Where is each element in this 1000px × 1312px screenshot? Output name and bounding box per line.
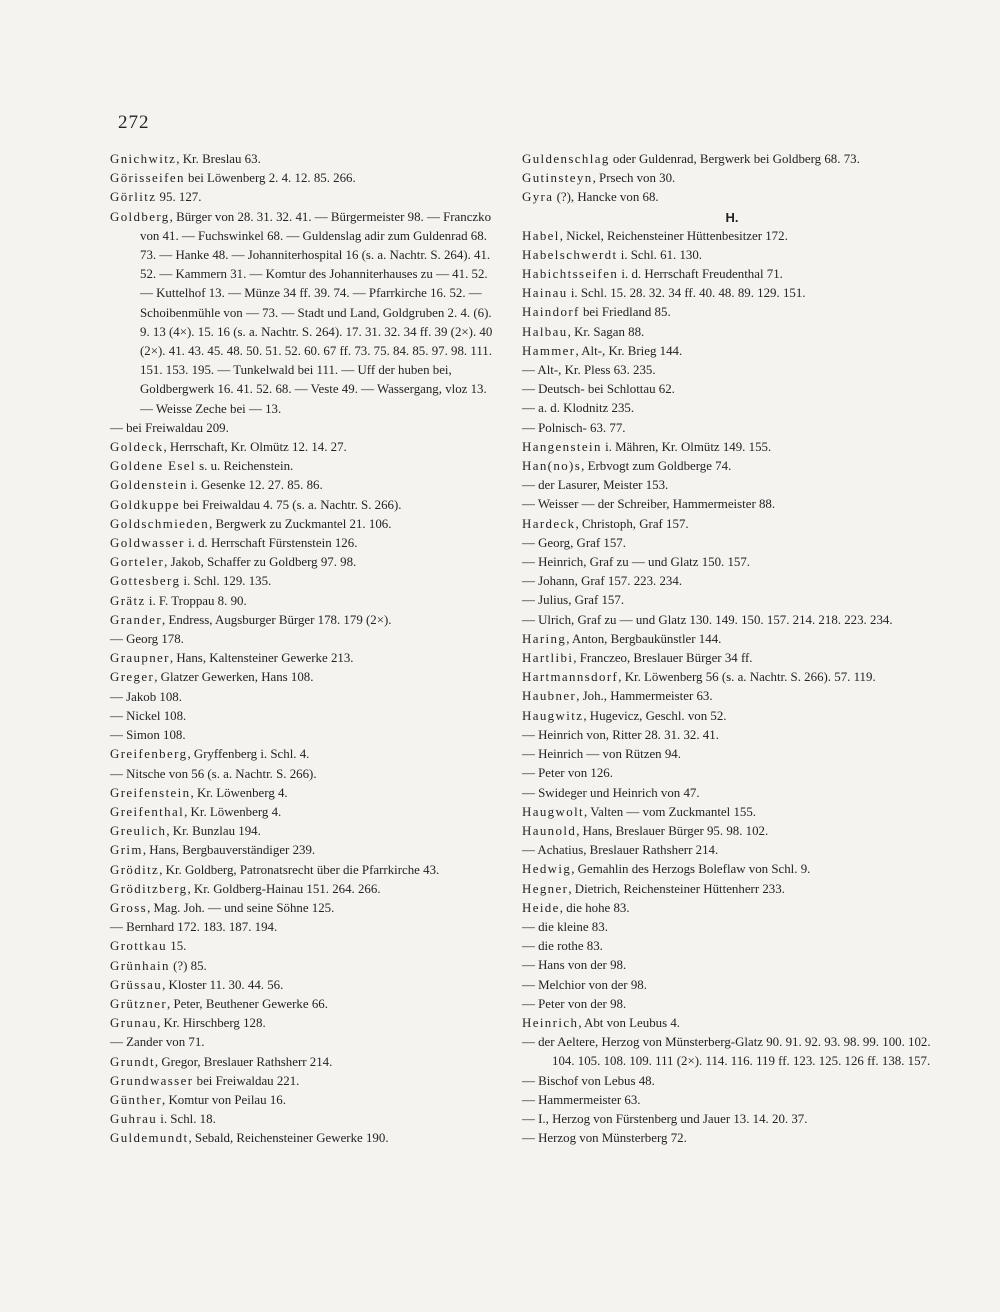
index-entry <box>110 668 495 687</box>
index-entry <box>110 861 495 880</box>
entry-references: , Valten — vom Zuckmantel 155. <box>584 804 757 819</box>
entry-headword: Guhrau <box>110 1112 158 1127</box>
entry-references: i. d. Herrschaft Freudenthal 71. <box>618 267 783 282</box>
entry-references: , Hugevicz, Geschl. von 52. <box>583 708 727 723</box>
entry-headword: Hardeck <box>522 516 576 531</box>
index-entry <box>110 1072 495 1091</box>
entry-headword: Grunau <box>110 1016 158 1031</box>
entry-headword: Habelschwerdt <box>522 247 618 262</box>
entry-headword: Gröditz <box>110 862 160 877</box>
entry-headword: Guldemundt <box>110 1131 189 1146</box>
entry-references: — Nickel 108. <box>110 708 187 723</box>
entry-references: — Hans von der 98. <box>522 958 627 973</box>
entry-references: bei Friedland 85. <box>579 305 671 320</box>
index-entry <box>522 495 942 514</box>
entry-references: , Kr. Goldberg, Patronatsrecht über die Pfarrkirche 43. <box>159 862 440 877</box>
index-entry <box>110 572 495 591</box>
entry-references: 15. <box>167 939 187 954</box>
index-entry <box>522 918 942 937</box>
entry-headword: Grundwasser <box>110 1073 194 1088</box>
index-entry <box>522 150 942 169</box>
entry-references: bei Freiwaldau 221. <box>193 1073 300 1088</box>
entry-headword: Goldwasser <box>110 536 185 551</box>
entry-references: , Kr. Löwenberg 4. <box>184 804 282 819</box>
index-entry <box>522 841 942 860</box>
entry-headword: Hangenstein <box>522 439 602 454</box>
entry-references: — Georg 178. <box>110 632 184 647</box>
entry-references: , Kr. Löwenberg 4. <box>190 785 288 800</box>
entry-references: (?) 85. <box>169 958 207 973</box>
entry-headword: Graupner <box>110 651 170 666</box>
entry-headword: Greifenberg <box>110 747 188 762</box>
index-entry <box>110 515 495 534</box>
entry-references: — Johann, Graf 157. 223. 234. <box>522 574 683 589</box>
index-entry <box>522 476 942 495</box>
index-entry <box>110 457 495 476</box>
entry-references: , Mag. Joh. — und seine Söhne 125. <box>147 900 335 915</box>
index-entry <box>522 246 942 265</box>
index-entry <box>110 592 495 611</box>
entry-references: — Julius, Graf 157. <box>522 593 625 608</box>
index-entry <box>522 784 942 803</box>
entry-headword: Hedwig <box>522 862 572 877</box>
entry-references: , Peter, Beuthener Gewerke 66. <box>167 996 328 1011</box>
index-entry <box>110 1129 495 1148</box>
entry-references: , Glatzer Gewerken, Hans 108. <box>154 670 314 685</box>
index-entry <box>110 937 495 956</box>
entry-references: , Kloster 11. 30. 44. 56. <box>162 977 284 992</box>
index-entry <box>522 668 942 687</box>
entry-references: i. Schl. 129. 135. <box>180 574 272 589</box>
entry-references: , Kr. Löwenberg 56 (s. a. Nachtr. S. 266). 57. 119. <box>618 670 876 685</box>
entry-headword: Heide <box>522 900 560 915</box>
entry-references: — der Lasurer, Meister 153. <box>522 478 669 493</box>
index-entry <box>522 515 942 534</box>
index-entry <box>110 899 495 918</box>
entry-references: , Kr. Hirschberg 128. <box>157 1016 266 1031</box>
index-entry <box>522 303 942 322</box>
index-entry <box>522 399 942 418</box>
index-entry <box>522 534 942 553</box>
index-entry <box>522 764 942 783</box>
entry-references: , Jakob, Schaffer zu Goldberg 97. 98. <box>164 555 357 570</box>
entry-references: oder Guldenrad, Bergwerk bei Goldberg 68. 73. <box>609 152 860 166</box>
entry-references: — Bernhard 172. 183. 187. 194. <box>110 920 278 935</box>
entry-headword: Goldene Esel <box>110 459 196 474</box>
index-column-left <box>110 150 495 1149</box>
entry-references: , Anton, Bergbaukünstler 144. <box>566 631 722 646</box>
index-entry <box>110 419 495 438</box>
entry-headword: Grätz <box>110 593 146 608</box>
index-entry <box>522 611 942 630</box>
index-entry <box>522 822 942 841</box>
entry-headword: Görlitz <box>110 190 157 205</box>
entry-references: — Simon 108. <box>110 728 186 743</box>
index-entry <box>522 188 942 207</box>
entry-references: 95. 127. <box>156 190 202 205</box>
index-entry <box>110 630 495 649</box>
index-entry <box>522 419 942 438</box>
index-entry <box>110 1110 495 1129</box>
entry-references: — Heinrich, Graf zu — und Glatz 150. 157. <box>522 555 751 570</box>
entry-references: , Alt-, Kr. Brieg 144. <box>575 343 683 358</box>
entry-headword: Hainau <box>522 286 568 301</box>
entry-headword: Halbau <box>522 324 568 339</box>
index-entry <box>110 784 495 803</box>
index-entry <box>110 995 495 1014</box>
entry-references: i. d. Herrschaft Fürstenstein 126. <box>184 536 358 551</box>
entry-references: — Achatius, Breslauer Rathsherr 214. <box>522 843 719 858</box>
entry-references: — I., Herzog von Fürstenberg und Jauer 13. 14. 20. 37. <box>522 1111 808 1126</box>
index-entry <box>522 265 942 284</box>
index-entry <box>522 323 942 342</box>
entry-headword: Hartlibi <box>522 651 574 666</box>
index-entry <box>522 976 942 995</box>
index-entry <box>110 726 495 745</box>
entry-headword: Grottkau <box>110 939 168 954</box>
entry-references: , Kr. Breslau 63. <box>176 152 261 166</box>
entry-references: , Erbvogt zum Goldberge 74. <box>581 459 732 474</box>
index-entry <box>522 803 942 822</box>
entry-references: — Melchior von der 98. <box>522 977 647 992</box>
entry-headword: Hammer <box>522 343 576 358</box>
entry-references: — a. d. Klodnitz 235. <box>522 401 635 416</box>
entry-headword: Haugwitz <box>522 708 584 723</box>
index-entry <box>522 726 942 745</box>
index-entry <box>522 457 942 476</box>
index-entry <box>110 1033 495 1052</box>
index-entry <box>110 553 495 572</box>
index-entry <box>522 438 942 457</box>
entry-headword: Goldenstein <box>110 478 188 493</box>
entry-references: — Polnisch- 63. 77. <box>522 420 626 435</box>
entry-headword: Gutinsteyn <box>522 171 593 186</box>
entry-headword: Gnichwitz <box>110 152 177 166</box>
index-entry <box>110 150 495 169</box>
entry-headword: Grundt <box>110 1054 155 1069</box>
index-entry <box>110 745 495 764</box>
index-entry <box>110 649 495 668</box>
entry-references: i. Schl. 61. 130. <box>617 247 703 262</box>
index-entry <box>522 1033 942 1071</box>
entry-headword: Haindorf <box>522 305 580 320</box>
entry-references: , Bürger von 28. 31. 32. 41. — Bürgermeister 98. — Franczko von 41. — Fuchswinkel 68. — Guldenslag adir zum Guldenrad 68. 73. — Hanke 48. — Johanniterhospital 16 (s. a. Nachtr. S. 264). 41. 52. — Kammern 31. — Komtur des Johanniterhauses zu — 41. 52. — Kuttelhof 13. — Münze 34 ff. 39. 74. — Pfarrkirche 16. 52. — Schoibenmühle von — 73. — Stadt und Land, Goldgruben 2. 4. (6). 9. 13 (4×). 15. 16 (s. a. Nachtr. S. 264). 17. 31. 32. 34 ff. 39 (2×). 40 (2×). 41. 43. 45. 48. 50. 51. 52. 60. 67 ff. 73. 75. 84. 85. 97. 98. 111. 151. 153. 195. — Tunkelwald bei 111. — Uff der huben bei, Goldbergwerk 16. 41. 52. 68. — Veste 49. — Wassergang, vloz 13. — Weisse Zeche bei — 13. <box>140 209 493 416</box>
entry-headword: Greger <box>110 670 155 685</box>
index-entry <box>522 1072 942 1091</box>
index-entry <box>110 1053 495 1072</box>
entry-headword: Habichtsseifen <box>522 267 619 282</box>
index-entry <box>522 860 942 879</box>
entry-headword: Gross <box>110 900 148 915</box>
entry-references: , Kr. Sagan 88. <box>567 324 645 339</box>
entry-references: — Nitsche von 56 (s. a. Nachtr. S. 266). <box>110 766 317 781</box>
index-entry <box>522 649 942 668</box>
entry-references: , Gemahlin des Herzogs Boleflaw von Schl. 9. <box>571 862 811 877</box>
index-entry <box>522 227 942 246</box>
entry-references: i. Mähren, Kr. Olmütz 149. 155. <box>601 439 772 454</box>
index-entry <box>522 937 942 956</box>
entry-references: , Dietrich, Reichensteiner Hüttenherr 233. <box>568 881 785 896</box>
entry-references: i. F. Troppau 8. 90. <box>145 593 247 608</box>
index-entry <box>110 476 495 495</box>
index-entry <box>110 1091 495 1110</box>
entry-references: , Joh., Hammermeister 63. <box>576 689 713 704</box>
index-entry <box>110 188 495 207</box>
entry-references: , Hans, Breslauer Bürger 95. 98. 102. <box>576 823 769 838</box>
index-entry <box>110 880 495 899</box>
entry-headword: Gyra <box>522 190 554 205</box>
entry-references: — die kleine 83. <box>522 919 608 934</box>
entry-references: , Komtur von Peilau 16. <box>162 1092 286 1107</box>
entry-headword: Goldschmieden <box>110 516 210 531</box>
entry-references: bei Freiwaldau 4. 75 (s. a. Nachtr. S. 266). <box>179 497 402 512</box>
index-entry <box>522 380 942 399</box>
index-entry <box>110 822 495 841</box>
entry-references: — Deutsch- bei Schlottau 62. <box>522 382 675 397</box>
entry-references: , Prsech von 30. <box>592 171 676 186</box>
entry-references: , Hans, Bergbauverständiger 239. <box>142 843 316 858</box>
entry-references: , Sebald, Reichensteiner Gewerke 190. <box>188 1131 389 1146</box>
entry-references: — Hammermeister 63. <box>522 1092 641 1107</box>
entry-headword: Grüssau <box>110 977 163 992</box>
entry-headword: Habel <box>522 228 560 243</box>
entry-headword: Gottesberg <box>110 574 181 589</box>
entry-references: — bei Freiwaldau 209. <box>110 420 229 435</box>
entry-headword: Haring <box>522 631 567 646</box>
index-entry <box>110 976 495 995</box>
entry-references: — Herzog von Münsterberg 72. <box>522 1131 687 1146</box>
index-entry <box>110 765 495 784</box>
index-entry <box>110 1014 495 1033</box>
entry-references: , Herrschaft, Kr. Olmütz 12. 14. 27. <box>163 440 347 455</box>
entry-references: — Georg, Graf 157. <box>522 535 626 550</box>
entry-headword: Görisseifen <box>110 171 185 186</box>
index-entry <box>110 957 495 976</box>
entry-references: — Heinrich von, Ritter 28. 31. 32. 41. <box>522 727 719 742</box>
index-entry <box>110 169 495 188</box>
entry-headword: Haugwolt <box>522 804 585 819</box>
index-entry <box>522 1014 942 1033</box>
entry-references: , Hans, Kaltensteiner Gewerke 213. <box>169 651 354 666</box>
entry-references: , Gryffenberg i. Schl. 4. <box>187 747 310 762</box>
entry-references: — Heinrich — von Rützen 94. <box>522 747 681 762</box>
index-entry <box>522 956 942 975</box>
index-entry <box>522 169 942 188</box>
entry-headword: Goldeck <box>110 440 164 455</box>
entry-references: , Christoph, Graf 157. <box>575 516 689 531</box>
index-entry <box>110 534 495 553</box>
index-entry <box>110 918 495 937</box>
entry-headword: Günther <box>110 1092 163 1107</box>
entry-headword: Goldkuppe <box>110 497 180 512</box>
index-entry <box>522 1091 942 1110</box>
entry-headword: Greulich <box>110 824 167 839</box>
entry-references: — Swideger und Heinrich von 47. <box>522 785 700 800</box>
entry-headword: Hegner <box>522 881 569 896</box>
entry-references: s. u. Reichenstein. <box>195 459 294 474</box>
entry-headword: Gorteler <box>110 555 165 570</box>
entry-references: , Abt von Leubus 4. <box>578 1015 681 1030</box>
index-entry <box>522 342 942 361</box>
entry-references: — die rothe 83. <box>522 939 603 954</box>
index-entry <box>110 208 495 419</box>
entry-references: — der Aeltere, Herzog von Münsterberg-Glatz 90. 91. 92. 93. 98. 99. 100. 102. 104. 105. 108. 109. 111 (2×). 114. 116. 119 ff. 123. 125. 126 ff. 138. 157. <box>522 1035 931 1069</box>
entry-references: , Bergwerk zu Zuckmantel 21. 106. <box>209 516 392 531</box>
index-entry <box>110 688 495 707</box>
entry-headword: Guldenschlag <box>522 152 610 166</box>
entry-references: , die hohe 83. <box>559 900 630 915</box>
index-entry <box>522 899 942 918</box>
entry-references: — Alt-, Kr. Pless 63. 235. <box>522 363 656 378</box>
entry-references: — Jakob 108. <box>110 689 182 704</box>
index-entry <box>522 880 942 899</box>
entry-references: — Peter von 126. <box>522 766 613 781</box>
entry-headword: Grützner <box>110 996 168 1011</box>
entry-references: — Weisser — der Schreiber, Hammermeister 88. <box>522 497 776 512</box>
page-number: 272 <box>118 112 150 133</box>
index-column-right <box>522 150 942 1148</box>
index-entry <box>110 496 495 515</box>
index-entry <box>110 841 495 860</box>
entry-headword: Hartmannsdorf <box>522 670 619 685</box>
index-entry <box>522 284 942 303</box>
entry-references: , Franczeo, Breslauer Bürger 34 ff. <box>573 651 753 666</box>
entry-references: bei Löwenberg 2. 4. 12. 85. 266. <box>184 171 356 186</box>
entry-headword: Greifenstein <box>110 785 191 800</box>
entry-references: (?), Hancke von 68. <box>553 190 659 205</box>
index-entry <box>522 630 942 649</box>
entry-headword: Haubner <box>522 689 577 704</box>
entry-references: , Gregor, Breslauer Rathsherr 214. <box>154 1054 333 1069</box>
section-heading: H. <box>725 209 739 225</box>
entry-references: i. Gesenke 12. 27. 85. 86. <box>187 478 323 493</box>
entry-headword: Grünhain <box>110 958 170 973</box>
entry-references: , Endress, Augsburger Bürger 178. 179 (2×). <box>162 612 392 627</box>
entry-references: , Kr. Bunzlau 194. <box>166 824 261 839</box>
index-entry <box>522 572 942 591</box>
index-entry <box>522 687 942 706</box>
entry-headword: Greifenthal <box>110 804 185 819</box>
index-entry <box>110 803 495 822</box>
index-entry <box>522 1129 942 1148</box>
entry-references: — Zander von 71. <box>110 1035 205 1050</box>
entry-references: — Peter von der 98. <box>522 996 627 1011</box>
index-entry <box>522 361 942 380</box>
index-entry <box>110 707 495 726</box>
index-entry <box>522 1110 942 1129</box>
entry-references: — Bischof von Lebus 48. <box>522 1073 655 1088</box>
entry-headword: Gröditzberg <box>110 881 188 896</box>
entry-headword: Haunold <box>522 823 577 838</box>
index-entry <box>522 707 942 726</box>
entry-headword: Han(no)s <box>522 459 582 474</box>
entry-headword: Goldberg <box>110 209 170 224</box>
index-entry <box>522 591 942 610</box>
entry-references: , Kr. Goldberg-Hainau 151. 264. 266. <box>187 881 381 896</box>
entry-references: — Ulrich, Graf zu — und Glatz 130. 149. 150. 157. 214. 218. 223. 234. <box>522 612 893 627</box>
entry-references: i. Schl. 18. <box>157 1112 216 1127</box>
index-entry <box>522 995 942 1014</box>
index-entry <box>110 611 495 630</box>
index-entry <box>522 745 942 764</box>
entry-references: i. Schl. 15. 28. 32. 34 ff. 40. 48. 89. 129. 151. <box>567 286 806 301</box>
entry-headword: Heinrich <box>522 1015 579 1030</box>
entry-headword: Grim <box>110 843 143 858</box>
entry-references: , Nickel, Reichensteiner Hüttenbesitzer 172. <box>559 228 788 243</box>
index-entry <box>522 553 942 572</box>
index-entry <box>110 438 495 457</box>
entry-headword: Grander <box>110 612 163 627</box>
